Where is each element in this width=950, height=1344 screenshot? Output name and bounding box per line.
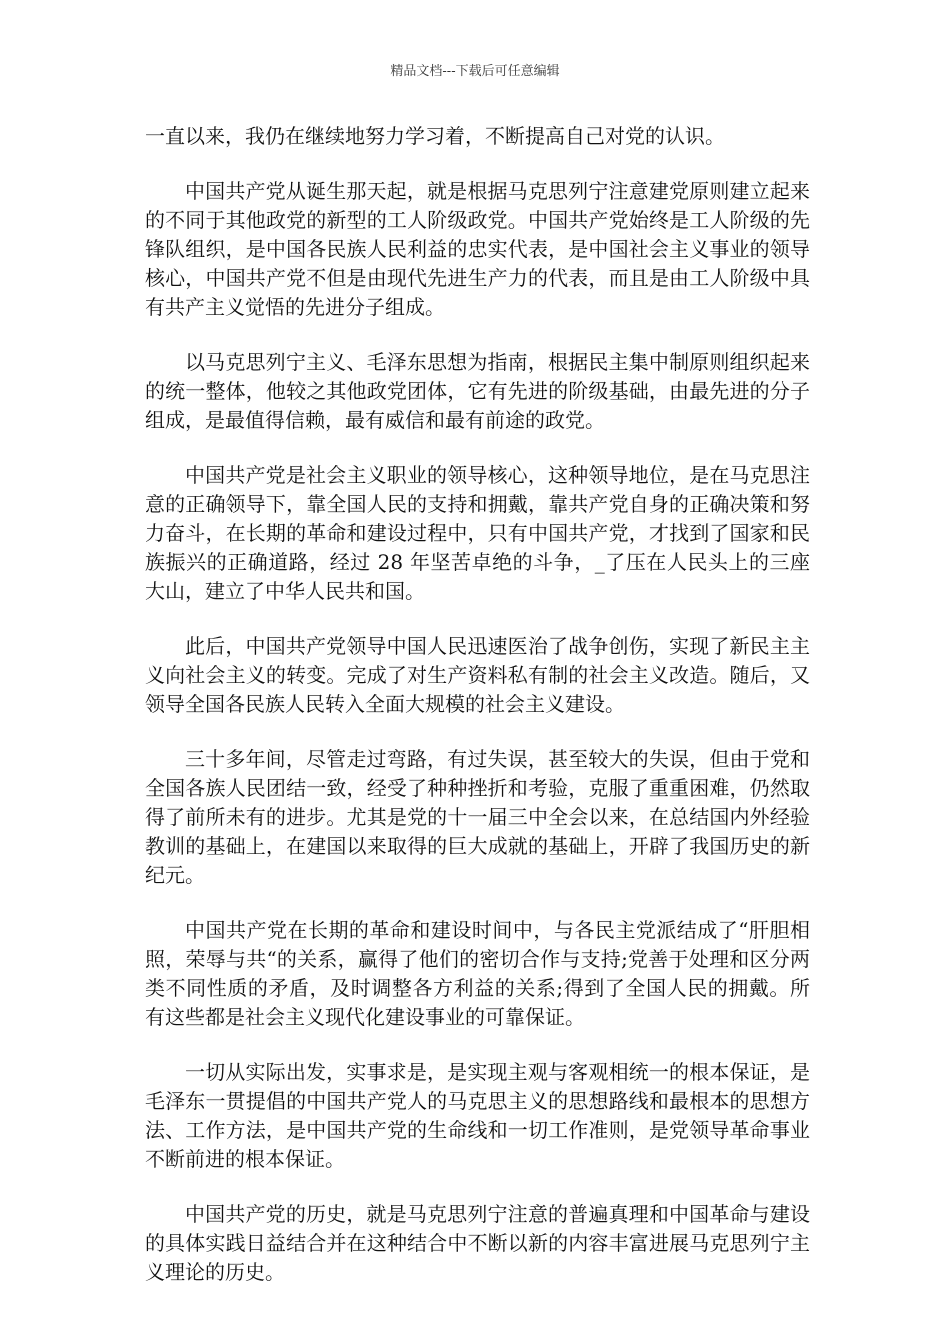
paragraph: 中国共产党的历史，就是马克思列宁注意的普遍真理和中国革命与建设的具体实践日益结合并在这种结合中不断以新的内容丰富进展马克思列宁主义理论的历史。 [145,1202,810,1284]
paragraph: 三十多年间，尽管走过弯路，有过失误，甚至较大的失误，但由于党和全国各族人民团结一致，经受了种种挫折和考验，克服了重重困难，仍然取得了前所未有的进步。尤其是党的十一届三中全会以来，在总结国内外经验教训的基础上，在建国以来取得的巨大成就的基础上，开辟了我国历史的新纪元。 [145,747,810,887]
paragraph: 一切从实际出发，实事求是，是实现主观与客观相统一的根本保证，是毛泽东一贯提倡的中国共产党人的马克思主义的思想路线和最根本的思想方法、工作方法，是中国共产党的生命线和一切工作准则，是党领导革命事业不断前进的根本保证。 [145,1060,810,1171]
paragraph: 中国共产党从诞生那天起，就是根据马克思列宁注意建党原则建立起来的不同于其他政党的新型的工人阶级政党。中国共产党始终是工人阶级的先锋队组织，是中国各民族人民利益的忠实代表，是中国社会主义事业的领导核心，中国共产党不但是由现代先进生产力的代表，而且是由工人阶级中具有共产主义觉悟的先进分子组成。 [145,179,810,319]
paragraph: 此后，中国共产党领导中国人民迅速医治了战争创伤，实现了新民主主义向社会主义的转变。完成了对生产资料私有制的社会主义改造。随后，又领导全国各民族人民转入全面大规模的社会主义建设。 [145,634,810,716]
document-body [145,122,810,1313]
page-header: 精品文档---下载后可任意编辑 [390,64,560,79]
paragraph: 一直以来，我仍在继续地努力学习着，不断提高自己对党的认识。 [145,124,725,148]
paragraph: 中国共产党是社会主义职业的领导核心，这种领导地位，是在马克思注意的正确领导下，靠全国人民的支持和拥戴，靠共产党自身的正确决策和努力奋斗，在长期的革命和建设过程中，只有中国共产党，才找到了国家和民族振兴的正确道路，经过 28 年坚苦卓绝的斗争，_了压在人民头上的三座大山，建立了中华人民共和国。 [145,463,810,603]
paragraph: 中国共产党在长期的革命和建设时间中，与各民主党派结成了“肝胆相照，荣辱与共“的关系，赢得了他们的密切合作与支持;党善于处理和区分两类不同性质的矛盾，及时调整各方利益的关系;得到了全国人民的拥戴。所有这些都是社会主义现代化建设事业的可靠保证。 [145,918,810,1029]
paragraph: 以马克思列宁主义、毛泽东思想为指南，根据民主集中制原则组织起来的统一整体，他较之其他政党团体，它有先进的阶级基础，由最先进的分子组成，是最值得信赖，最有威信和最有前途的政党。 [145,350,810,432]
